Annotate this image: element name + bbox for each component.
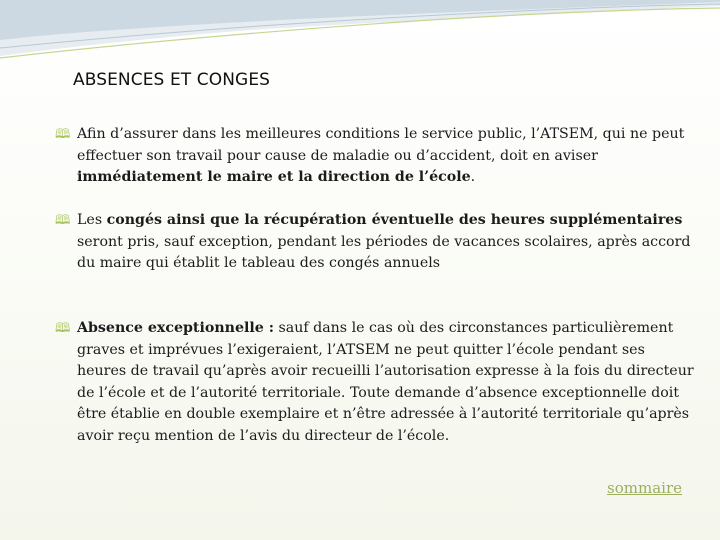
paragraph-emphasis: immédiatement le maire et la direction de l’école bbox=[77, 169, 471, 185]
paragraph-notification bbox=[55, 124, 695, 189]
list-item bbox=[55, 318, 695, 447]
paragraph-leave bbox=[55, 210, 695, 275]
paragraph-text-end: sauf dans le cas où des circonstances particulièrement graves et imprévues l’exigeraient, l’ATSEM ne peut quitter l’école pendant ses heures de travail qu’après avoir recueilli l’autorisation expresse à la fois du directeur de l’école et de l’autorité territoriale. Toute demande d’absence exceptionnelle doit être établie en double exemplaire et n’être adressée à l’autorité territoriale qu’après avoir reçu mention de l’avis du directeur de l’école. bbox=[77, 320, 694, 444]
paragraph-emphasis: congés ainsi que la récupération éventuelle des heures supplémentaires bbox=[106, 212, 683, 228]
list-item bbox=[55, 210, 695, 275]
paragraph-text-end: seront pris, sauf exception, pendant les périodes de vacances scolaires, après accord du maire qui établit le tableau des congés annuels bbox=[77, 233, 691, 271]
bullet-icon: 🕮 bbox=[55, 213, 71, 228]
paragraph-text: Afin d’assurer dans les meilleures conditions le service public, l’ATSEM, qui ne peut effectuer son travail pour cause de maladie ou d’accident, doit en aviser bbox=[77, 126, 685, 164]
paragraph-text: Les bbox=[77, 212, 107, 228]
paragraph-emphasis: Absence exceptionnelle : bbox=[77, 320, 274, 336]
list-item bbox=[55, 124, 695, 189]
header-swoosh-decoration bbox=[0, 0, 720, 70]
slide-title: ABSENCES ET CONGES bbox=[73, 70, 271, 90]
bullet-icon: 🕮 bbox=[55, 321, 71, 336]
sommaire-link[interactable]: sommaire bbox=[607, 479, 682, 497]
paragraph-exceptional-absence bbox=[55, 318, 695, 447]
bullet-icon: 🕮 bbox=[55, 127, 71, 142]
paragraph-text-end: . bbox=[470, 169, 476, 185]
